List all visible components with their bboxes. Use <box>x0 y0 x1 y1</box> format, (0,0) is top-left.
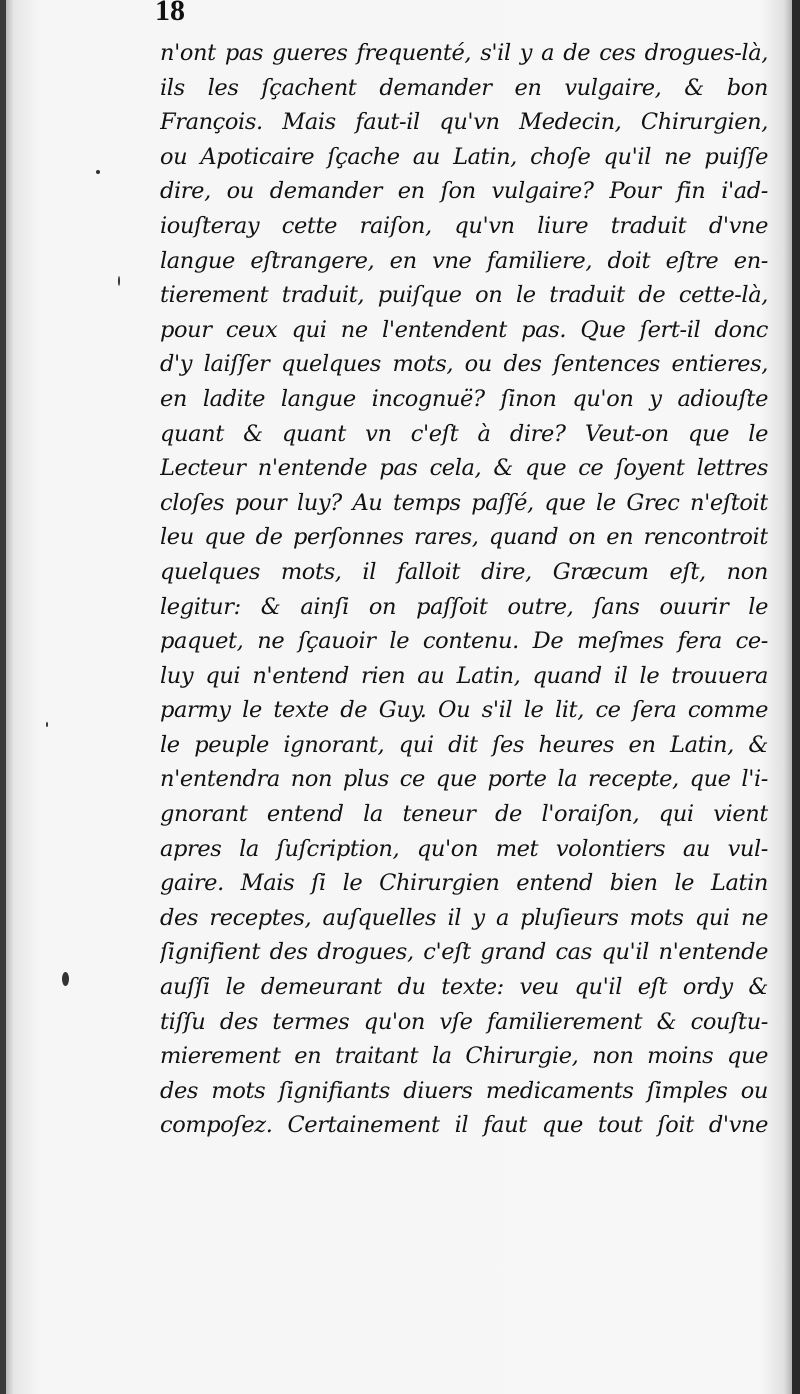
left-page-edge <box>0 0 6 1394</box>
text-line: François. Mais faut-il qu'vn Medecin, Chirurgien, <box>160 109 768 136</box>
text-line: d'y laiſſer quelques mots, ou des ſentences entieres, <box>160 351 768 378</box>
ink-speck <box>118 276 120 286</box>
text-line: cloſes pour luy? Au temps paſſé, que le Grec n'eſtoit <box>160 489 768 516</box>
text-line: iouſteray cette raiſon, qu'vn liure traduit d'vne <box>160 212 768 239</box>
text-line: auſſi le demeurant du texte: veu qu'il eſt ordy & <box>160 974 768 1001</box>
text-line: dire, ou demander en ſon vulgaire? Pour fin i'ad- <box>160 178 768 205</box>
text-line: langue eſtrangere, en vne familiere, doit eſtre en- <box>160 247 768 274</box>
text-line: leu que de perſonnes rares, quand on en rencontroit <box>160 524 768 551</box>
page-number: 18 <box>155 0 185 27</box>
text-line: gnorant entend la teneur de l'oraiſon, qui vient <box>160 801 768 828</box>
text-line: des receptes, auſquelles il y a pluſieurs mots qui ne <box>160 904 768 931</box>
text-line: quant & quant vn c'eſt à dire? Veut-on que le <box>160 420 768 447</box>
text-line: pour ceux qui ne l'entendent pas. Que ſert-il donc <box>160 316 768 343</box>
text-line: mierement en traitant la Chirurgie, non moins que <box>160 1043 768 1070</box>
text-line: n'ont pas gueres frequenté, s'il y a de ces drogues-là, <box>160 40 768 66</box>
ink-speck <box>46 722 48 727</box>
text-line: ou Apoticaire ſçache au Latin, choſe qu'il ne puiſſe <box>160 143 768 170</box>
text-line: quelques mots, il falloit dire, Græcum eſt, non <box>160 558 768 585</box>
text-line: ils les ſçachent demander en vulgaire, & bon <box>160 74 768 101</box>
text-line: des mots ſignifiants diuers medicaments ſimples ou <box>160 1077 768 1104</box>
right-page-edge <box>792 0 800 1394</box>
text-line: gaire. Mais ſi le Chirurgien entend bien le Latin <box>160 870 768 897</box>
ink-speck <box>62 972 69 986</box>
text-line: tiſſu des termes qu'on vſe familierement & couſtu- <box>160 1008 768 1035</box>
text-line: n'entendra non plus ce que porte la recepte, que l'i- <box>160 766 768 793</box>
text-line: compoſez. Certainement il faut que tout ſoit d'vne <box>160 1112 768 1139</box>
body-text <box>160 36 768 1143</box>
text-line: legitur: & ainſi on paſſoit outre, ſans ouurir le <box>160 593 768 620</box>
text-line: le peuple ignorant, qui dit ſes heures en Latin, & <box>160 731 768 758</box>
text-line: tierement traduit, puiſque on le traduit de cette-là, <box>160 282 768 309</box>
ink-speck <box>96 170 100 174</box>
text-line: Lecteur n'entende pas cela, & que ce ſoyent lettres <box>160 455 768 482</box>
text-line: en ladite langue incognuë? ſinon qu'on y adiouſte <box>160 385 768 412</box>
text-line: parmy le texte de Guy. Ou s'il le lit, ce ſera comme <box>160 697 768 724</box>
text-line: apres la ſuſcription, qu'on met volontiers au vul- <box>160 835 768 862</box>
text-line: paquet, ne ſçauoir le contenu. De meſmes fera ce- <box>160 628 768 655</box>
text-line: ſignifient des drogues, c'eſt grand cas qu'il n'entende <box>160 939 768 966</box>
text-line: luy qui n'entend rien au Latin, quand il le trouuera <box>160 662 768 689</box>
